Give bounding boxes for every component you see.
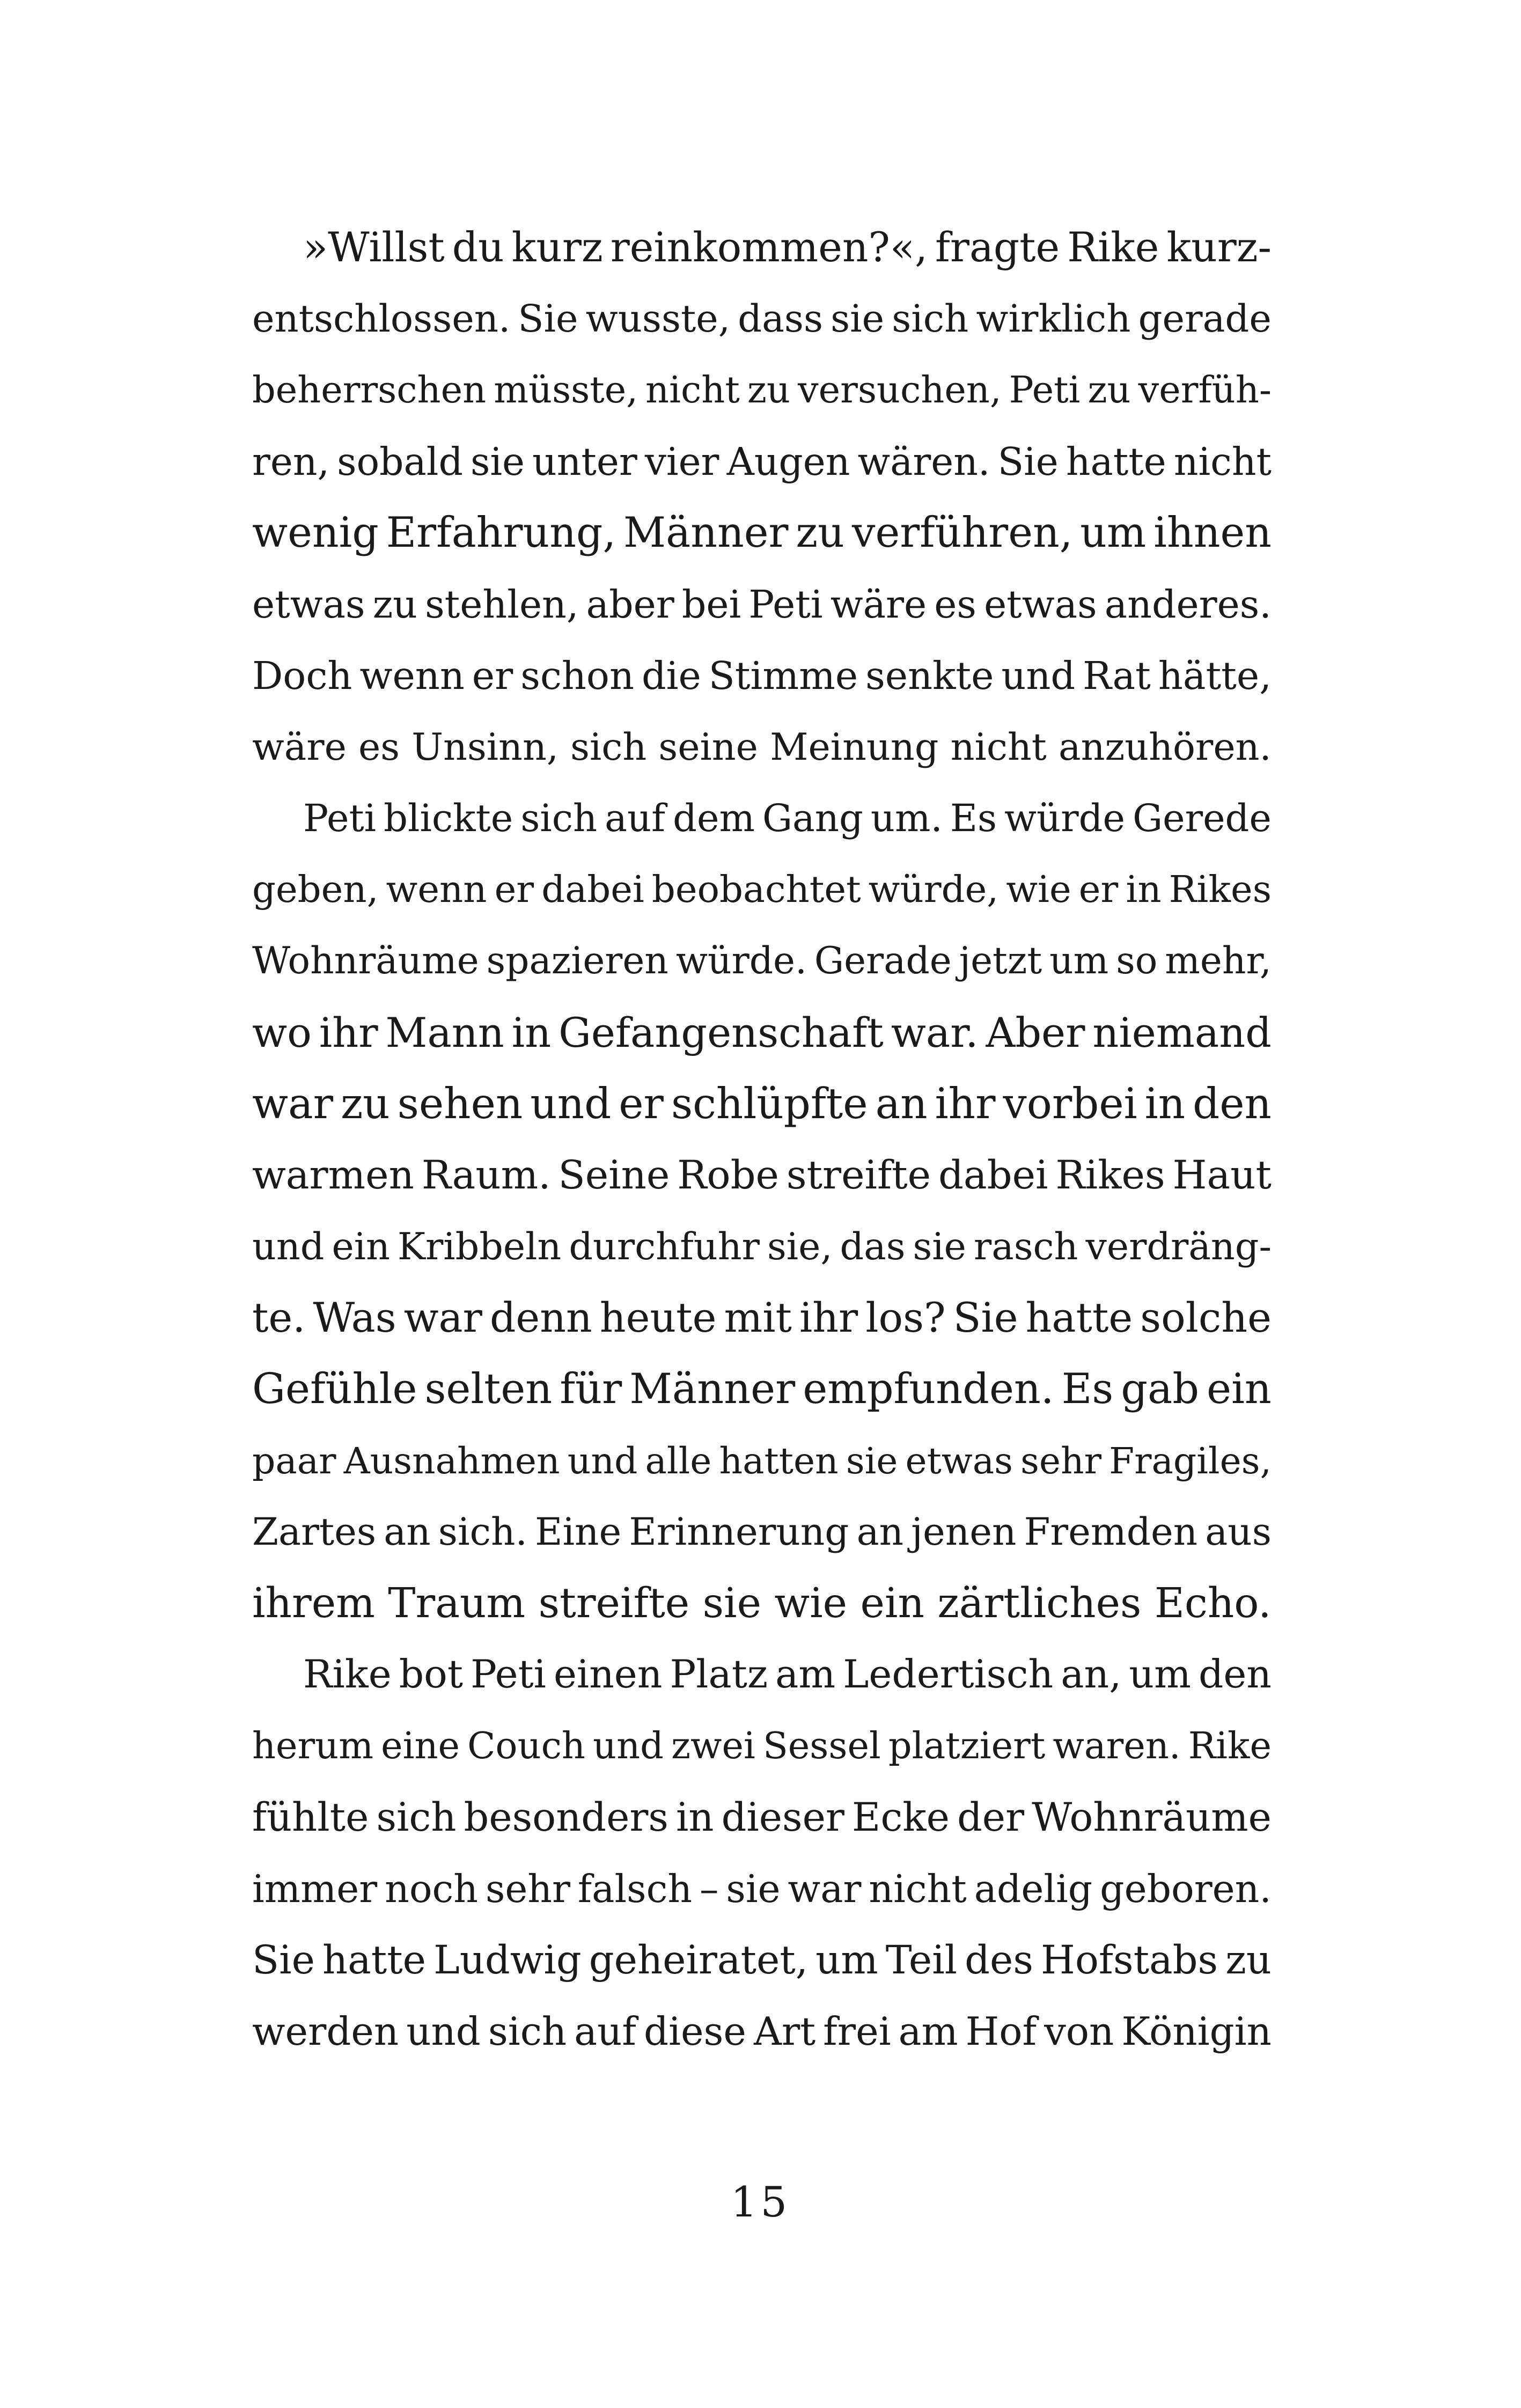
page-number: 15 bbox=[730, 2178, 791, 2227]
text-line: herum eine Couch und zwei Sessel platziert waren. Rike bbox=[252, 1725, 1272, 1767]
text-line: wäre es Unsinn, sich seine Meinung nicht anzuhören. bbox=[252, 725, 1272, 769]
text-line: wo ihr Mann in Gefangenschaft war. Aber niemand bbox=[252, 1009, 1272, 1056]
text-line: immer noch sehr falsch – sie war nicht adelig geboren. bbox=[252, 1867, 1272, 1911]
text-line: entschlossen. Sie wusste, dass sie sich wirklich gerade bbox=[252, 297, 1272, 341]
text-line: Rike bot Peti einen Platz am Ledertisch an, um den bbox=[303, 1652, 1272, 1697]
text-line: Gefühle selten für Männer empfunden. Es gab ein bbox=[252, 1365, 1272, 1413]
text-line: paar Ausnahmen und alle hatten sie etwas sehr Fragiles, bbox=[252, 1440, 1272, 1482]
text-line: fühlte sich besonders in dieser Ecke der Wohnräume bbox=[252, 1795, 1272, 1840]
text-line: war zu sehen und er schlüpfte an ihr vorbei in den bbox=[252, 1080, 1272, 1128]
text-line: Zartes an sich. Eine Erinnerung an jenen Fremden aus bbox=[252, 1510, 1272, 1554]
text-line: werden und sich auf diese Art frei am Hof von Königin bbox=[252, 2009, 1272, 2054]
text-line: warmen Raum. Seine Robe streifte dabei Rikes Haut bbox=[252, 1152, 1272, 1198]
text-line: beherrschen müsste, nicht zu versuchen, Peti zu verfüh- bbox=[252, 369, 1272, 412]
text-line: ihrem Traum streifte sie wie ein zärtliches Echo. bbox=[252, 1580, 1272, 1627]
text-line: Wohnräume spazieren würde. Gerade jetzt um so mehr, bbox=[252, 939, 1272, 982]
text-line: te. Was war denn heute mit ihr los? Sie hatte solche bbox=[252, 1294, 1272, 1341]
text-line: Sie hatte Ludwig geheiratet, um Teil des Hofstabs zu bbox=[252, 1937, 1272, 1983]
text-line: etwas zu stehlen, aber bei Peti wäre es etwas anderes. bbox=[252, 582, 1272, 627]
text-line: Doch wenn er schon die Stimme senkte und Rat hätte, bbox=[252, 654, 1272, 698]
text-line: ren, sobald sie unter vier Augen wären. Sie hatte nicht bbox=[252, 439, 1272, 484]
body-text bbox=[252, 212, 1272, 2067]
text-line: wenig Erfahrung, Männer zu verführen, um ihnen bbox=[252, 509, 1272, 557]
text-line: Peti blickte sich auf dem Gang um. Es würde Gerede bbox=[303, 796, 1272, 840]
text-line: geben, wenn er dabei beobachtet würde, wie er in Rikes bbox=[252, 868, 1272, 911]
text-line: und ein Kribbeln durchfuhr sie, das sie rasch verdräng- bbox=[252, 1225, 1272, 1268]
text-line: »Willst du kurz reinkommen?«, fragte Rike kurz- bbox=[303, 224, 1272, 271]
